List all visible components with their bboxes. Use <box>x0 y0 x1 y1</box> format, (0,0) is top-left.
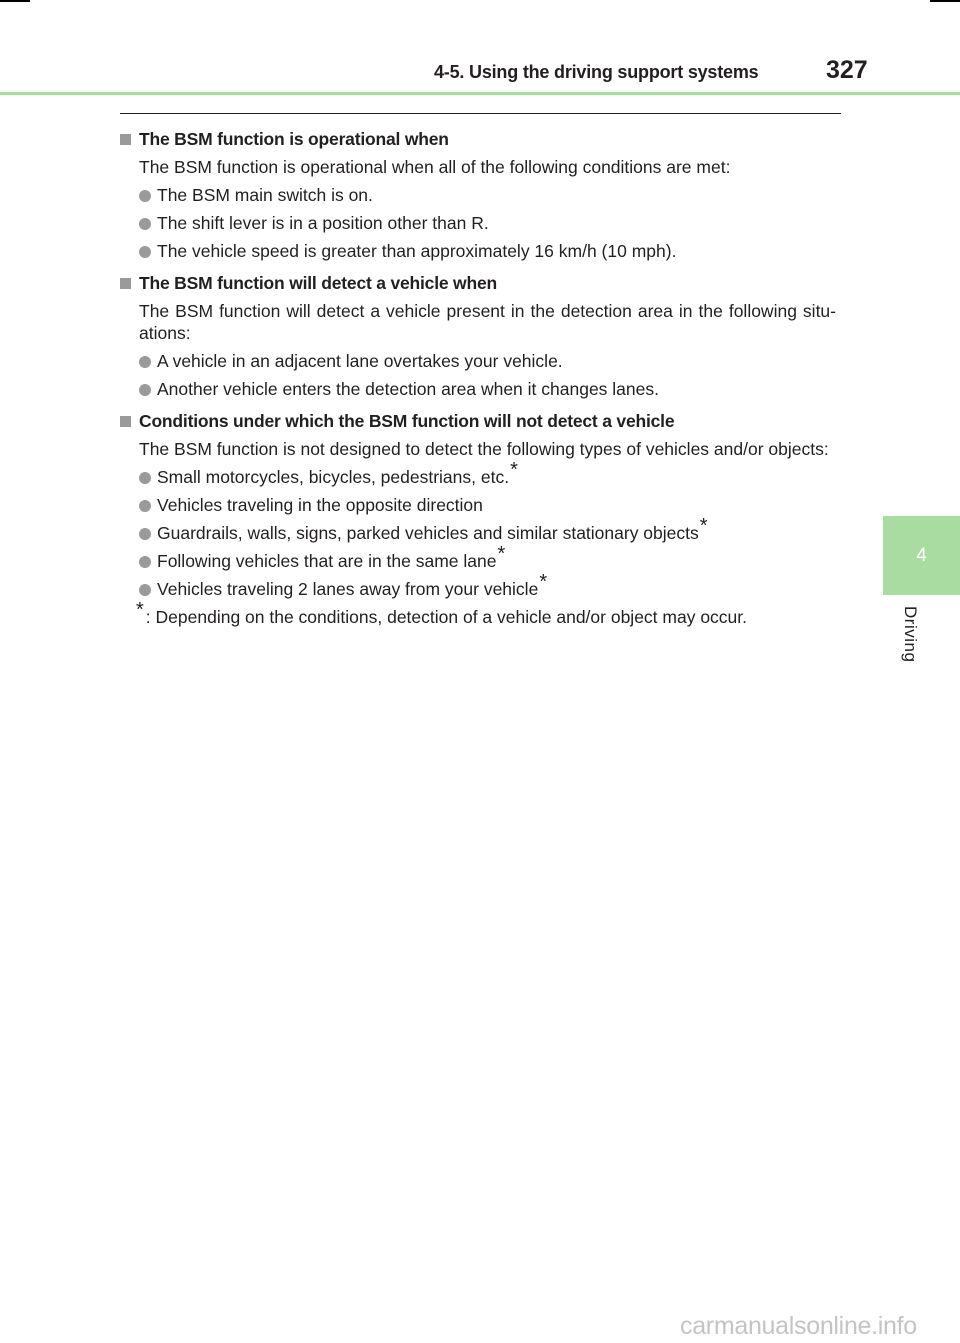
asterisk-mark: * <box>539 571 548 593</box>
circle-bullet-icon <box>139 528 151 540</box>
footnote-asterisk: * <box>136 599 144 621</box>
circle-bullet-icon <box>139 584 151 596</box>
square-bullet-icon <box>120 416 131 427</box>
list-item <box>139 240 836 268</box>
circle-bullet-icon <box>139 356 151 368</box>
section-intro: The BSM function will detect a vehicle present in the detection area in the following situ-ations: <box>139 301 836 343</box>
circle-bullet-icon <box>139 472 151 484</box>
content-rule <box>120 113 841 114</box>
section-heading <box>120 126 836 152</box>
circle-bullet-icon <box>139 246 151 258</box>
square-bullet-icon <box>120 278 131 289</box>
section-heading-text: Conditions under which the BSM function will not detect a vehicle <box>139 410 675 431</box>
circle-bullet-icon <box>139 500 151 512</box>
watermark: carmanualsonline.info <box>680 1312 917 1340</box>
asterisk-mark: * <box>497 543 506 565</box>
section-heading-text: The BSM function will detect a vehicle when <box>139 272 497 293</box>
list-item-text: Vehicles traveling 2 lanes away from your vehicle <box>157 579 539 599</box>
list-item-text: Guardrails, walls, signs, parked vehicles and similar stationary objects <box>157 523 699 543</box>
section-non-detection-conditions <box>120 408 836 634</box>
list-item-text: Vehicles traveling in the opposite direction <box>157 495 483 515</box>
list-item <box>139 543 836 578</box>
list-item-text: Another vehicle enters the detection area when it changes lanes. <box>157 379 659 399</box>
section-intro: The BSM function is operational when all of the following conditions are met: <box>139 157 731 177</box>
list-item <box>139 212 836 240</box>
chapter-label: Driving <box>901 606 920 663</box>
list-item-text: Small motorcycles, bicycles, pedestrians, etc. <box>157 467 510 487</box>
asterisk-mark: * <box>510 459 518 481</box>
list-item <box>139 184 836 212</box>
section-heading-text: The BSM function is operational when <box>139 128 449 149</box>
circle-bullet-icon <box>139 190 151 202</box>
section-intro: The BSM function is not designed to detect the following types of vehicles and/or objects: <box>139 439 829 459</box>
circle-bullet-icon <box>139 556 151 568</box>
section-operational-conditions <box>120 126 836 268</box>
list-item <box>139 378 836 406</box>
list-item <box>139 515 836 550</box>
circle-bullet-icon <box>139 218 151 230</box>
section-heading <box>120 408 836 434</box>
main-content <box>120 124 836 634</box>
list-item-text: The shift lever is in a position other than R. <box>157 213 489 233</box>
section-heading <box>120 270 836 296</box>
chapter-tab[interactable] <box>883 516 960 595</box>
list-item-text: The BSM main switch is on. <box>157 185 373 205</box>
list-item <box>139 571 836 606</box>
footnote-text: : Depending on the conditions, detection of a vehicle and/or object may occur. <box>145 607 748 627</box>
list-item <box>139 459 836 494</box>
footnote <box>136 599 836 634</box>
list-item-text: The vehicle speed is greater than approximately 16 km/h (10 mph). <box>157 241 677 261</box>
list-item-text: A vehicle in an adjacent lane overtakes your vehicle. <box>157 351 563 371</box>
crop-mark-left <box>0 0 30 2</box>
asterisk-mark: * <box>699 515 708 537</box>
chapter-number: 4 <box>916 544 927 566</box>
crop-mark-right <box>930 0 960 2</box>
list-item-text: Following vehicles that are in the same lane <box>157 551 497 571</box>
page-number: 327 <box>826 56 868 84</box>
section-title: 4-5. Using the driving support systems <box>434 62 759 82</box>
section-detection-conditions <box>120 270 836 406</box>
list-item <box>139 350 836 378</box>
square-bullet-icon <box>120 134 131 145</box>
header-rule <box>0 92 960 95</box>
circle-bullet-icon <box>139 384 151 396</box>
list-item <box>139 494 836 522</box>
